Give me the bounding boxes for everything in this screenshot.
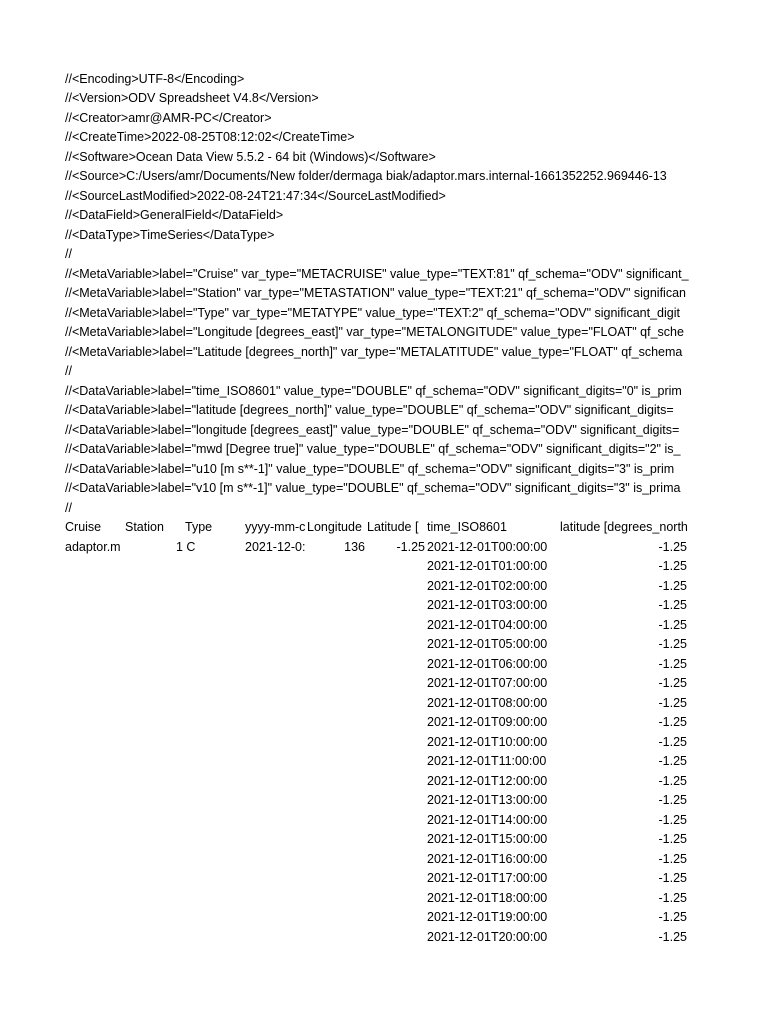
header-line: //<DataType>TimeSeries</DataType> <box>65 227 275 242</box>
lat-value-cell: -1.25 <box>658 910 687 924</box>
lat-value-cell: -1.25 <box>658 676 687 690</box>
lat-value-cell: -1.25 <box>658 598 687 612</box>
time-cell: 2021-12-01T05:00:00 <box>427 637 548 651</box>
time-cell: 2021-12-01T01:00:00 <box>427 559 548 573</box>
lat-value-cell: -1.25 <box>658 773 687 788</box>
header-line: //<DataVariable>label="longitude [degrees_east]" value_type="DOUBLE" qf_schema="ODV" significant_digits= <box>65 422 680 437</box>
header-line: // <box>65 247 72 261</box>
lat-value-cell: -1.25 <box>658 832 687 846</box>
header-line: //<Creator>amr@AMR-PC</Creator> <box>65 110 272 125</box>
header-line: //<Encoding>UTF-8</Encoding> <box>65 71 245 86</box>
lat-value-cell: -1.25 <box>658 871 687 885</box>
lat-value-cell: -1.25 <box>658 578 687 593</box>
column-header: time_ISO8601 <box>427 520 507 534</box>
column-header: Station <box>125 520 164 534</box>
column-header: Cruise <box>65 520 102 534</box>
time-cell: 2021-12-01T04:00:00 <box>427 617 548 632</box>
header-line: //<Version>ODV Spreadsheet V4.8</Version> <box>65 91 319 105</box>
header-line: //<SourceLastModified>2022-08-24T21:47:34</SourceLastModified> <box>65 188 446 203</box>
lat-value-cell: -1.25 <box>658 637 687 651</box>
header-line: //<MetaVariable>label="Cruise" var_type="METACRUISE" value_type="TEXT:81" qf_schema="ODV" significant_ <box>65 266 689 281</box>
lat-value-cell: -1.25 <box>658 812 687 827</box>
lat-value-cell: -1.25 <box>658 617 687 632</box>
time-cell: 2021-12-01T03:00:00 <box>427 598 548 612</box>
time-cell: 2021-12-01T15:00:00 <box>427 832 548 846</box>
header-line: //<MetaVariable>label="Station" var_type="METASTATION" value_type="TEXT:21" qf_schema="ODV" significan <box>65 286 686 300</box>
time-cell: 2021-12-01T20:00:00 <box>427 929 548 944</box>
time-cell: 2021-12-01T17:00:00 <box>427 871 548 885</box>
longitude-cell: 136 <box>344 539 365 554</box>
header-line: //<CreateTime>2022-08-25T08:12:02</CreateTime> <box>65 130 355 144</box>
header-line: //<MetaVariable>label="Longitude [degrees_east]" var_type="METALONGITUDE" value_type="FLOAT" qf_sche <box>65 325 684 339</box>
header-line: //<DataVariable>label="latitude [degrees_north]" value_type="DOUBLE" qf_schema="ODV" significant_digits= <box>65 403 674 417</box>
time-cell: 2021-12-01T10:00:00 <box>427 734 548 749</box>
time-cell: 2021-12-01T08:00:00 <box>427 695 548 710</box>
lat-value-cell: -1.25 <box>658 851 687 866</box>
header-line: //<DataVariable>label="mwd [Degree true]" value_type="DOUBLE" qf_schema="ODV" significant_digits="2" is_ <box>65 442 681 456</box>
header-line: //<DataVariable>label="u10 [m s**-1]" value_type="DOUBLE" qf_schema="ODV" significant_digits="3" is_prim <box>65 461 675 476</box>
time-cell: 2021-12-01T00:00:00 <box>427 539 548 554</box>
header-line: //<MetaVariable>label="Latitude [degrees_north]" var_type="METALATITUDE" value_type="FLOAT" qf_schema <box>65 344 683 359</box>
lat-value-cell: -1.25 <box>658 656 687 671</box>
lat-value-cell: -1.25 <box>658 929 687 944</box>
column-header: latitude [degrees_north <box>560 520 688 534</box>
header-line: //<Source>C:/Users/amr/Documents/New folder/dermaga biak/adaptor.mars.internal-1661352252.969446-13 <box>65 169 667 183</box>
column-header: Latitude [ <box>367 520 419 534</box>
lat-value-cell: -1.25 <box>658 539 687 554</box>
time-cell: 2021-12-01T13:00:00 <box>427 793 548 807</box>
column-header: yyyy-mm-c <box>245 520 306 534</box>
lat-value-cell: -1.25 <box>658 715 687 729</box>
header-line: //<MetaVariable>label="Type" var_type="METATYPE" value_type="TEXT:2" qf_schema="ODV" significant_digit <box>65 305 680 320</box>
time-cell: 2021-12-01T12:00:00 <box>427 773 548 788</box>
latitude-cell: -1.25 <box>396 539 425 554</box>
station-type-cell: 1 C <box>176 539 196 554</box>
column-header: Longitude <box>307 520 362 534</box>
header-line: //<DataVariable>label="v10 [m s**-1]" value_type="DOUBLE" qf_schema="ODV" significant_digits="3" is_prima <box>65 481 681 495</box>
cruise-cell: adaptor.m <box>65 539 121 554</box>
time-cell: 2021-12-01T19:00:00 <box>427 910 548 924</box>
column-header: Type <box>185 520 213 534</box>
lat-value-cell: -1.25 <box>658 734 687 749</box>
date-cell: 2021-12-0: <box>245 539 305 554</box>
time-cell: 2021-12-01T02:00:00 <box>427 578 548 593</box>
header-line: // <box>65 500 72 515</box>
time-cell: 2021-12-01T07:00:00 <box>427 676 548 690</box>
header-line: //<DataVariable>label="time_ISO8601" value_type="DOUBLE" qf_schema="ODV" significant_digits="0" is_prim <box>65 383 682 398</box>
lat-value-cell: -1.25 <box>658 890 687 905</box>
time-cell: 2021-12-01T11:00:00 <box>427 754 547 768</box>
lat-value-cell: -1.25 <box>658 754 687 768</box>
lat-value-cell: -1.25 <box>658 559 687 573</box>
time-cell: 2021-12-01T18:00:00 <box>427 890 548 905</box>
time-cell: 2021-12-01T06:00:00 <box>427 656 548 671</box>
time-cell: 2021-12-01T09:00:00 <box>427 715 548 729</box>
header-line: //<Software>Ocean Data View 5.5.2 - 64 bit (Windows)</Software> <box>65 149 436 164</box>
header-line: //<DataField>GeneralField</DataField> <box>65 208 284 222</box>
lat-value-cell: -1.25 <box>658 695 687 710</box>
time-cell: 2021-12-01T16:00:00 <box>427 851 548 866</box>
lat-value-cell: -1.25 <box>658 793 687 807</box>
time-cell: 2021-12-01T14:00:00 <box>427 812 548 827</box>
header-line: // <box>65 364 72 378</box>
